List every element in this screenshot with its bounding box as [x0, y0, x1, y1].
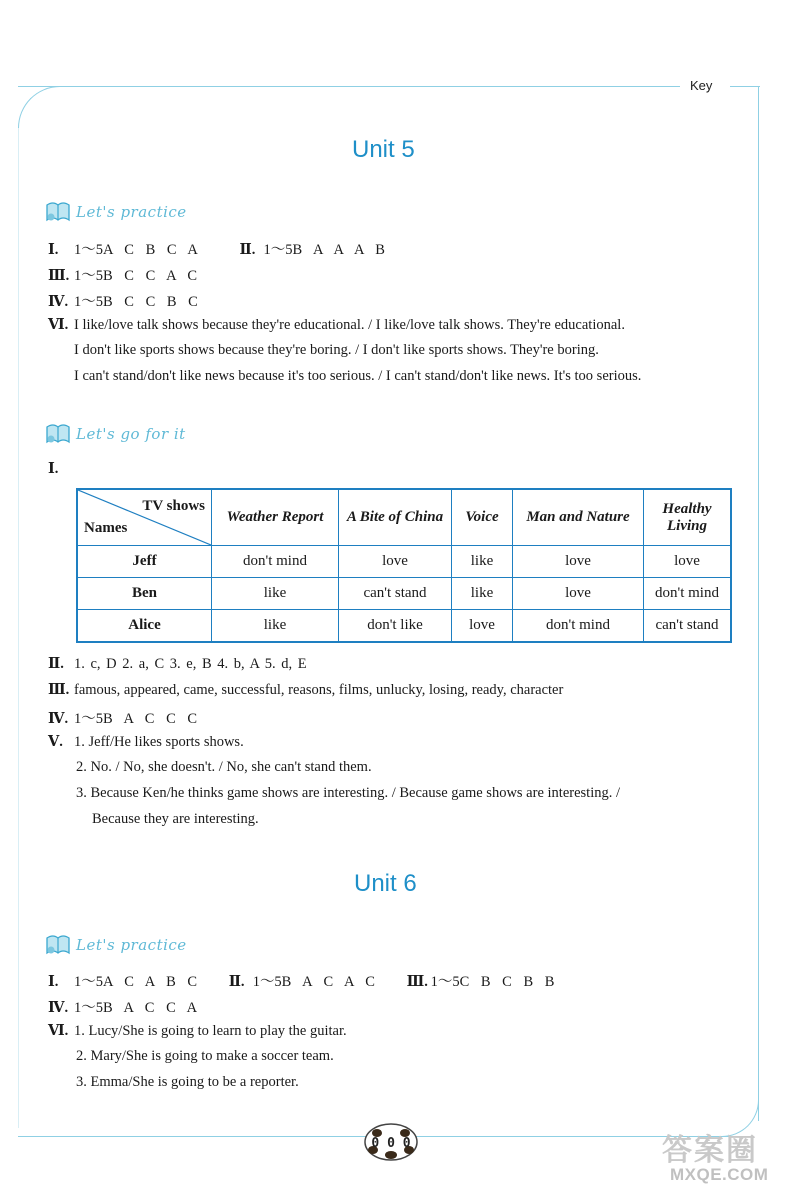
table-row — [77, 610, 731, 643]
table-cell: love — [339, 546, 452, 578]
table-column-header: Healthy Living — [644, 489, 732, 546]
book-icon — [44, 932, 72, 958]
table-cell: like — [212, 610, 339, 643]
unit5-practice-heading: Let's practice — [44, 199, 187, 225]
table-row-name: Ben — [77, 578, 212, 610]
answer-line-continued: Because they are interesting. — [92, 811, 259, 827]
frame-right-line — [758, 86, 759, 1121]
table-column-header: A Bite of China — [339, 489, 452, 546]
frame-top-left-corner — [18, 86, 61, 131]
table-cell: can't stand — [339, 578, 452, 610]
answer-line: Ⅳ. 1～5B C C B C — [48, 294, 198, 310]
unit6-title: Unit 6 — [354, 870, 417, 897]
table-cell: love — [513, 546, 644, 578]
table-cell: love — [452, 610, 513, 643]
answer-line-continued: 2. No. / No, she doesn't. / No, she can't stand them. — [76, 759, 372, 775]
table-cell: don't mind — [644, 578, 732, 610]
answer-line: Ⅵ. 1. Lucy/She is going to learn to play the guitar. — [48, 1023, 347, 1039]
table-cell: don't mind — [513, 610, 644, 643]
table-cell: love — [513, 578, 644, 610]
answer-line-continued: I don't like sports shows because they're boring. / I don't like sports shows. They're boring. — [74, 342, 599, 358]
answer-line: Ⅲ. famous, appeared, came, successful, reasons, films, unlucky, losing, ready, character — [48, 682, 564, 698]
table-row — [77, 578, 731, 610]
watermark-url: MXQE.COM — [670, 1165, 769, 1184]
answer-line: Ⅰ. 1～5A C B C A Ⅱ. 1～5B A A A B — [48, 242, 385, 258]
frame-top-line — [18, 86, 680, 87]
page-number-badge — [363, 1122, 419, 1162]
book-icon — [44, 199, 72, 225]
table-column-header: Weather Report — [212, 489, 339, 546]
answer-line: Ⅰ. — [48, 461, 59, 477]
answer-line: Ⅴ. 1. Jeff/He likes sports shows. — [48, 734, 244, 750]
header-key-label: Key — [690, 78, 713, 93]
watermark-logo-text: 答案圈 — [662, 1134, 758, 1167]
table-column-header: Man and Nature — [513, 489, 644, 546]
table-row-name: Jeff — [77, 546, 212, 578]
unit5-title: Unit 5 — [352, 136, 415, 163]
table-row — [77, 546, 731, 578]
page-number-text: 0 0 0 — [371, 1136, 411, 1151]
tv-shows-table — [76, 488, 732, 643]
unit5-goforit-heading: Let's go for it — [44, 421, 186, 447]
table-cell: love — [644, 546, 732, 578]
frame-top-right-line — [730, 86, 760, 87]
unit6-practice-heading: Let's practice — [44, 932, 187, 958]
answer-line: Ⅳ. 1～5B A C C A — [48, 1000, 198, 1016]
answer-line-continued: 3. Emma/She is going to be a reporter. — [76, 1074, 299, 1090]
table-cell: like — [452, 578, 513, 610]
table-cell: can't stand — [644, 610, 732, 643]
answer-line: Ⅱ. 1. c, D 2. a, C 3. e, B 4. b, A 5. d, E — [48, 656, 307, 672]
answer-line: Ⅰ. 1～5A C A B C Ⅱ. 1～5B A C A C Ⅲ. 1～5C B C B B — [48, 974, 555, 990]
answer-line: Ⅵ. I like/love talk shows because they're educational. / I like/love talk shows. They're educational. — [48, 317, 625, 333]
table-cell: like — [212, 578, 339, 610]
answer-line-continued: I can't stand/don't like news because it's too serious. / I can't stand/don't like news. It's too serious. — [74, 368, 642, 384]
answer-line-continued: 3. Because Ken/he thinks game shows are interesting. / Because game shows are interesting. / — [76, 785, 620, 801]
table-header-row — [77, 489, 731, 546]
book-icon — [44, 421, 72, 447]
watermark — [662, 1125, 769, 1184]
answer-line: Ⅲ. 1～5B C C A C — [48, 268, 198, 284]
table-cell: don't like — [339, 610, 452, 643]
table-row-name: Alice — [77, 610, 212, 643]
answer-line: Ⅳ. 1～5B A C C C — [48, 711, 198, 727]
table-cell: like — [452, 546, 513, 578]
table-corner-cell: TV shows Names — [77, 489, 212, 546]
table-column-header: Voice — [452, 489, 513, 546]
table-cell: don't mind — [212, 546, 339, 578]
frame-left-line — [18, 128, 19, 1128]
answer-line-continued: 2. Mary/She is going to make a soccer team. — [76, 1048, 334, 1064]
